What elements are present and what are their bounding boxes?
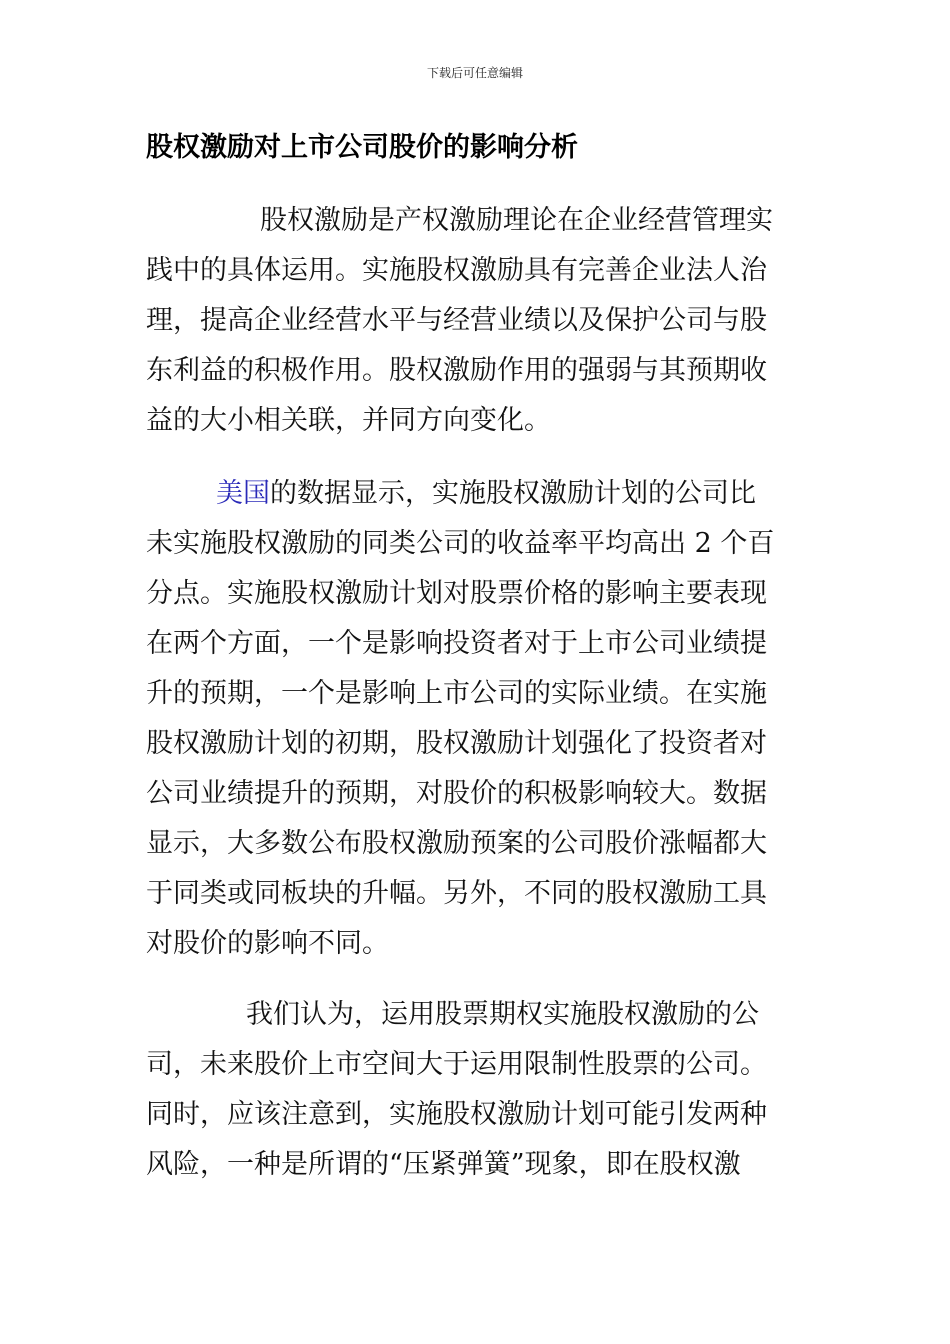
paragraph-line: 股权激励是产权激励理论在企业经营管理实 [260, 205, 773, 236]
paragraph-line: 于同类或同板块的升幅。另外，不同的股权激励工具 [146, 878, 767, 909]
paragraph-line: 司，未来股价上市空间大于运用限制性股票的公司。 [146, 1049, 767, 1080]
paragraph-line: 我们认为，运用股票期权实施股权激励的公 [246, 999, 759, 1030]
paragraph-line: 理，提高企业经营水平与经营业绩以及保护公司与股 [146, 305, 767, 336]
paragraph-1 [146, 196, 814, 446]
paragraph-3 [146, 990, 814, 1190]
paragraph-line-rest: 的数据显示，实施股权激励计划的公司比 [270, 478, 756, 509]
paragraph-first-line [146, 469, 814, 519]
country-link[interactable]: 美国 [216, 478, 270, 509]
paragraph-line: 股权激励计划的初期，股权激励计划强化了投资者对 [146, 728, 767, 759]
paragraph-line: 显示，大多数公布股权激励预案的公司股价涨幅都大 [146, 828, 767, 859]
paragraph-line: 益的大小相关联，并同方向变化。 [146, 405, 551, 436]
paragraph-line: 东利益的积极作用。股权激励作用的强弱与其预期收 [146, 355, 767, 386]
document-title: 股权激励对上市公司股价的影响分析 [146, 132, 578, 163]
paragraph-line: 未实施股权激励的同类公司的收益率平均高出 2 个百 [146, 528, 775, 559]
paragraph-line: 在两个方面，一个是影响投资者对于上市公司业绩提 [146, 628, 767, 659]
paragraph-line: 风险，一种是所谓的“压紧弹簧”现象，即在股权激 [146, 1149, 741, 1180]
paragraph-line: 公司业绩提升的预期，对股价的积极影响较大。数据 [146, 778, 767, 809]
paragraph-line: 分点。实施股权激励计划对股票价格的影响主要表现 [146, 578, 767, 609]
header-note: 下载后可任意编辑 [426, 66, 523, 80]
paragraph-2 [146, 469, 814, 969]
paragraph-line: 践中的具体运用。实施股权激励具有完善企业法人治 [146, 255, 767, 286]
paragraph-line: 同时，应该注意到，实施股权激励计划可能引发两种 [146, 1099, 767, 1130]
paragraph-line: 对股价的影响不同。 [146, 928, 389, 959]
paragraph-line: 升的预期，一个是影响上市公司的实际业绩。在实施 [146, 678, 767, 709]
